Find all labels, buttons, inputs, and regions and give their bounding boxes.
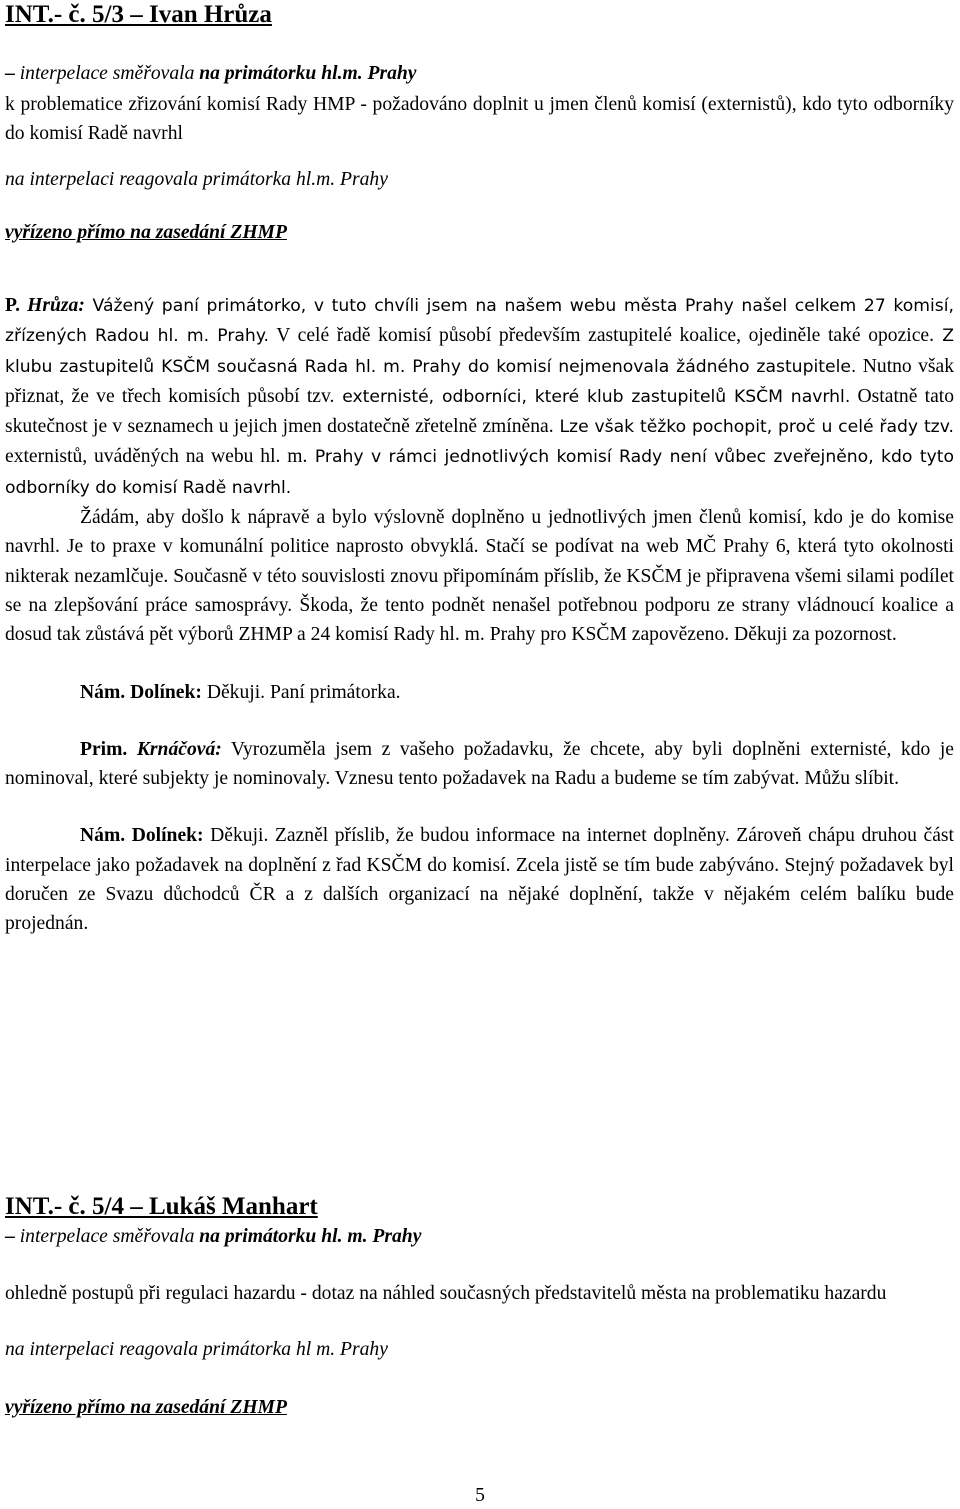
speaker-prefix: Prim.: [80, 738, 137, 760]
speech-text: Děkuji. Paní primátorka.: [201, 681, 401, 703]
speech-hruza-continued: Žádám, aby došlo k nápravě a bylo výslovně doplněno u jednotlivých jmen členů komisí, kdo je do komise navrhl. Je to praxe v komunální politice naprosto obvyklá. Stačí se podívat na web MČ Prahy 6, která tyto okolnosti nikterak nezamlčuje. Současně v této souvislosti znovu připomínám příslib, že KSČM je připravena všemi silami podílet se na zlepšování práce samosprávy. Škoda, že tento podnět nenašel potřebnou podporu ze strany vládnoucí koalice a dosud tak zůstává pět výborů ZHMP a 24 komisí Rady hl. m. Prahy pro KSČM zapovězeno. Děkuji za pozornost.: [5, 507, 954, 646]
speech-text: externistů, uváděných na webu hl. m.: [5, 446, 308, 468]
reaction-note: na interpelaci reagovala primátorka hl.m. Prahy: [5, 169, 388, 190]
speaker-name: Hrůza:: [27, 295, 85, 316]
section-title: INT.- č. 5/4 – Lukáš Manhart: [5, 1193, 318, 1220]
speech-dolinek-2: [5, 821, 954, 938]
subtitle-recipient: na primátorku hl.m. Prahy: [194, 63, 417, 84]
speech-dolinek-1: [5, 678, 954, 707]
speaker-name: Nám. Dolínek:: [80, 681, 202, 703]
speech-text: Prahy v rámci jednotlivých komisí Rady není vůbec zveřejněno, kdo tyto odborníky do komisí Radě navrhl.: [5, 447, 955, 498]
page-number: 5: [475, 1485, 485, 1506]
speaker-name: Nám. Dolínek:: [80, 825, 204, 847]
section-title: INT.- č. 5/3 – Ivan Hrůza: [5, 1, 272, 28]
subtitle-dash: –: [5, 63, 20, 84]
speech-text: Nutno však přiznat, že ve třech komisích působí tzv.: [5, 355, 954, 407]
section-int-5-4: [5, 1192, 954, 1423]
subtitle-addressed: interpelace směřovala: [19, 1226, 195, 1247]
speech-text: Z klubu zastupitelů KSČM současná Rada hl. m. Prahy do komisí nejmenovala žádného zastupitele.: [5, 326, 954, 377]
speech-text: Lze však těžko pochopit, proč u celé řady tzv.: [553, 417, 954, 438]
status-note: vyřízeno přímo na zasedání ZHMP: [5, 222, 287, 243]
speaker-name: Krnáčová:: [136, 738, 222, 760]
status-note: vyřízeno přímo na zasedání ZHMP: [5, 1397, 287, 1418]
speech-text: Děkuji. Zazněl příslib, že budou informace na internet doplněny. Zároveň chápu druhou část interpelace jako požadavek na doplnění z řad KSČM do komisí. Zcela jistě se tím bude zabýváno. Stejný požadavek byl doručen ze Svazu důchodců ČR a z dalších organizací na nějaké doplnění, takže v nějakém celém balíku bude projednán.: [5, 825, 954, 935]
interpellation-topic: ohledně postupů při regulaci hazardu - dotaz na náhled současných představitelů města na problematiku hazardu: [5, 1283, 887, 1304]
subtitle-addressed: interpelace směřovala: [19, 63, 195, 84]
speech-text: externisté, odborníci, které klub zastupitelů KSČM navrhl.: [334, 386, 851, 407]
subtitle-dash: –: [5, 1226, 20, 1247]
speech-text: V celé řadě komisí působí především zastupitelé koalice, ojediněle také opozice.: [269, 325, 935, 347]
speech-text: Ostatně tato skutečnost je v seznamech u jejich jmen dostatečně zřetelně zmíněna.: [5, 385, 955, 438]
speech-text: Vyrozuměla jsem z vašeho požadavku, že chcete, aby byli doplněni externisté, kdo je nominoval, které subjekty je nominovaly. Vznesu tento požadavek na Radu a budeme se tím zabývat. Můžu slíbit.: [5, 738, 954, 790]
reaction-note: na interpelaci reagovala primátorka hl m. Prahy: [5, 1339, 388, 1360]
section-subtitle: [5, 59, 954, 89]
speech-krnacova: [5, 735, 954, 794]
speech-text: Vážený paní primátorko, v tuto chvíli jsem na našem webu města Prahy našel celkem 27 komisí, zřízených Radou hl. m. Prahy.: [5, 296, 954, 347]
section-int-5-3: [5, 0, 954, 939]
interpellation-topic: k problematice zřizování komisí Rady HMP - požadováno doplnit u jmen členů komisí (externistů), kdo tyto odborníky do komisí Radě navrhl: [5, 94, 954, 144]
section-subtitle: [5, 1222, 954, 1252]
speaker-prefix: P.: [5, 295, 28, 316]
speech-hruza: [5, 291, 954, 503]
subtitle-recipient: na primátorku hl. m. Prahy: [194, 1226, 422, 1247]
